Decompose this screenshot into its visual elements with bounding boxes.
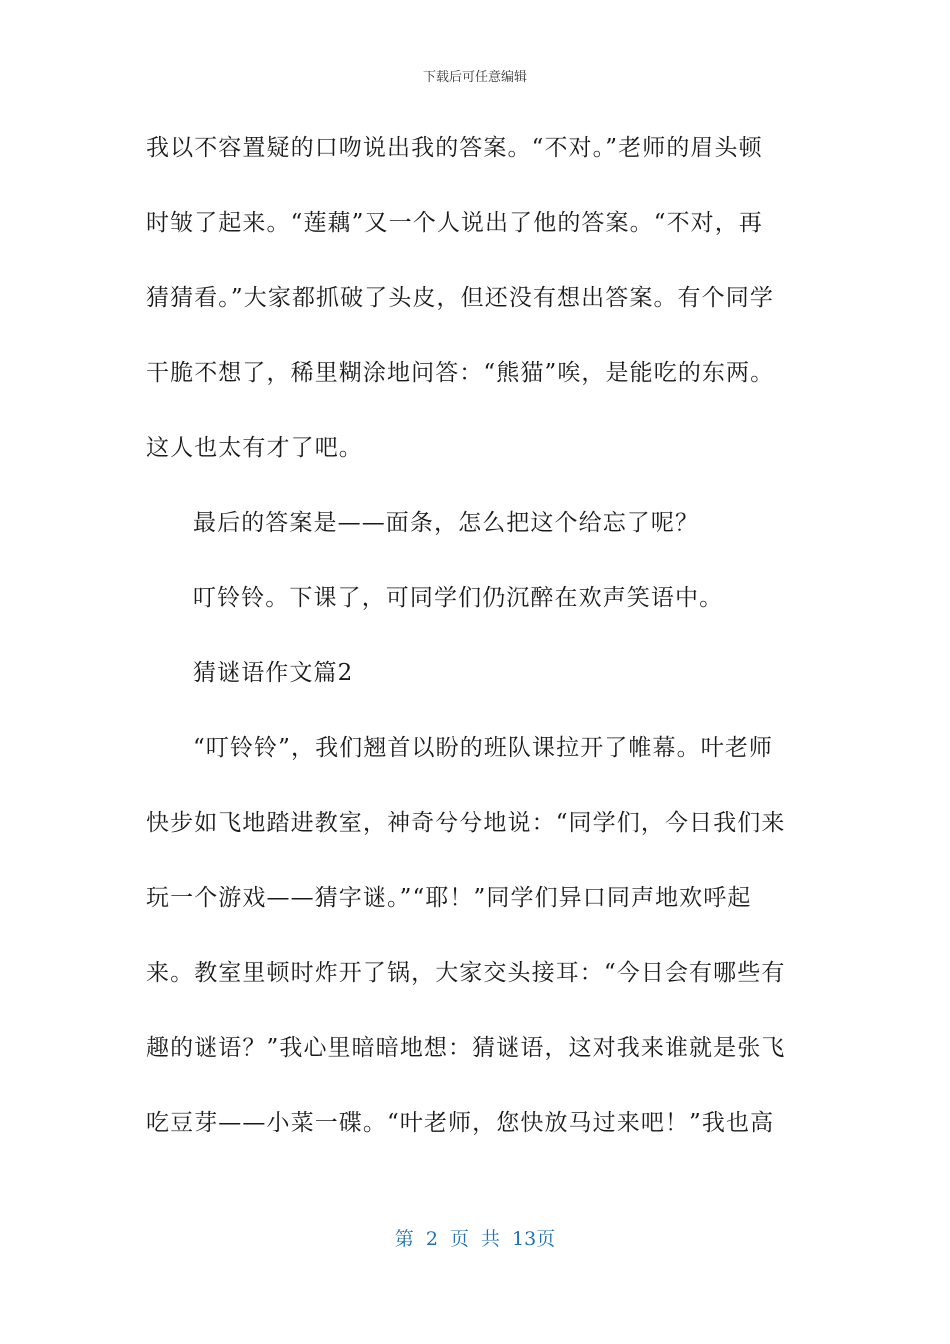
text-line-14: 吃豆芽——小菜一碟。“叶老师，您快放马过来吧！”我也高 bbox=[146, 1110, 775, 1136]
text-line-3: 猜猜看。”大家都抓破了头皮，但还没有想出答案。有个同学 bbox=[146, 285, 774, 311]
document-body bbox=[146, 118, 806, 1168]
text-line-10: 快步如飞地踏进教室，神奇兮兮地说：“同学们，今日我们来 bbox=[146, 810, 786, 836]
text-line-11: 玩一个游戏——猜字谜。”“耶！”同学们异口同声地欢呼起 bbox=[146, 885, 752, 911]
text-line-7: 叮铃铃。下课了，可同学们仍沉醉在欢声笑语中。 bbox=[193, 585, 724, 611]
text-line-9: “叮铃铃”，我们翘首以盼的班队课拉开了帷幕。叶老师 bbox=[193, 735, 774, 761]
text-line-12: 来。教室里顿时炸开了锅，大家交头接耳：“今日会有哪些有 bbox=[146, 960, 786, 986]
text-line-5: 这人也太有才了吧。 bbox=[146, 435, 363, 461]
text-line-13: 趣的谜语？”我心里暗暗地想：猜谜语，这对我来谁就是张飞 bbox=[146, 1035, 786, 1061]
text-line-1: 我以不容置疑的口吻说出我的答案。“不对。”老师的眉头顿 bbox=[146, 135, 763, 161]
section-heading: 猜谜语作文篇2 bbox=[193, 660, 354, 686]
page-number: 第 2 页 共 13页 bbox=[394, 1228, 556, 1250]
text-line-6: 最后的答案是——面条，怎么把这个给忘了呢？ bbox=[193, 510, 700, 536]
text-line-2: 时皱了起来。“莲藕”又一个人说出了他的答案。“不对，再 bbox=[146, 210, 763, 236]
text-line-4: 干脆不想了，稀里糊涂地问答：“熊猫”唉，是能吃的东两。 bbox=[146, 360, 775, 386]
page-header: 下载后可任意编辑 bbox=[422, 70, 527, 85]
